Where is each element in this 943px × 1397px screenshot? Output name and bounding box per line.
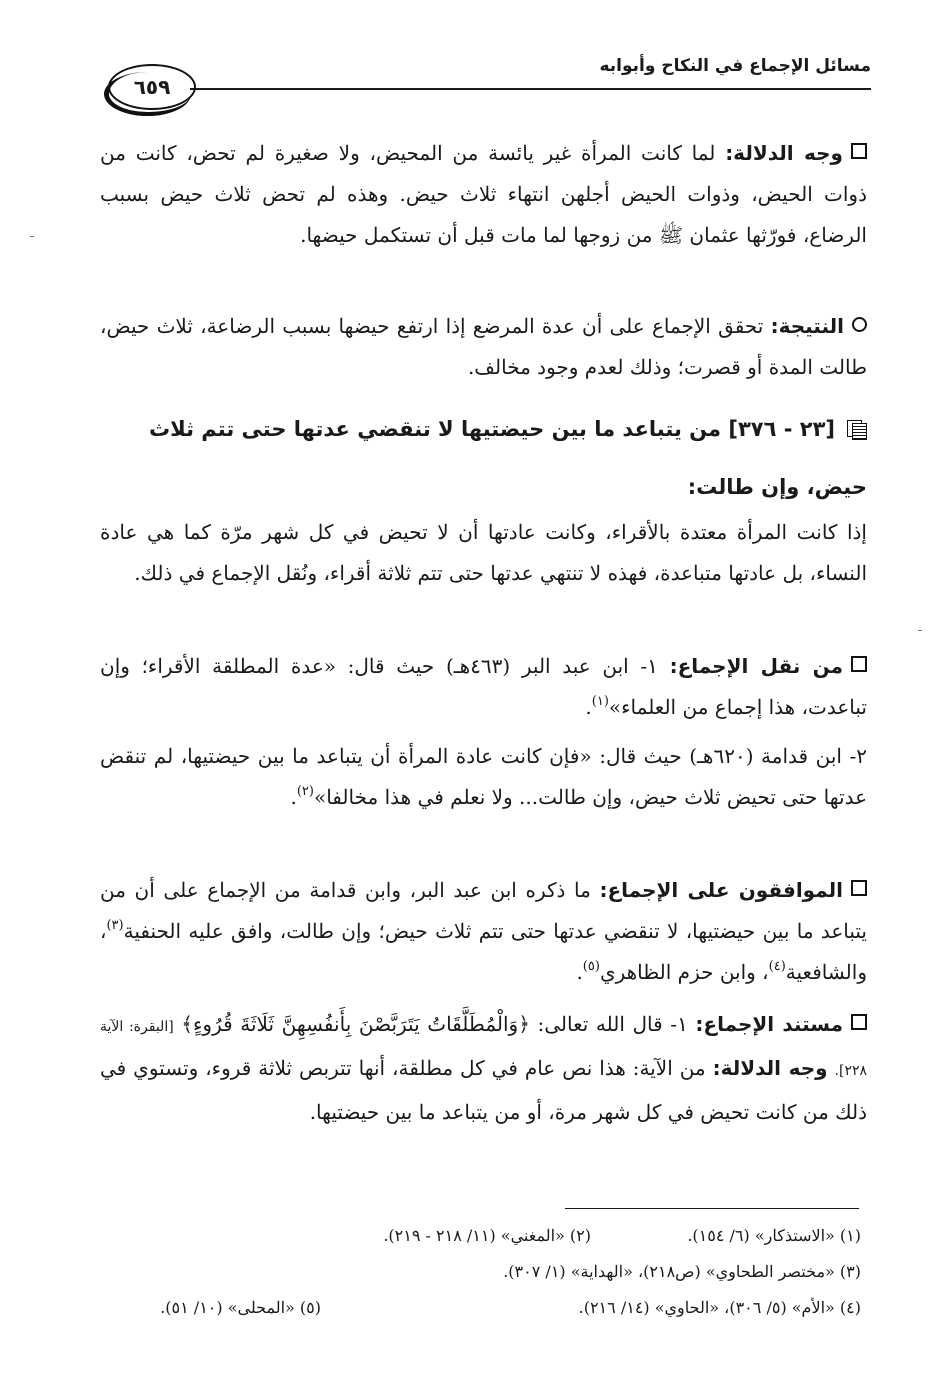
dalala-label: وجه الدلالة:: [725, 141, 843, 165]
mustanad-paragraph: [100, 1004, 867, 1133]
footnote-ref-2: (٢): [296, 784, 314, 799]
naql-label: من نقل الإجماع:: [669, 654, 844, 678]
muwafiqun-text: ما ذكره ابن عبد البر، وابن قدامة من الإجماع على أن من يتباعد ما بين حيضتيها، لا تنقضي عدتها حتى تتم ثلاث حيض؛ وإن طالت، وافق عليه الحنفية: [100, 878, 867, 943]
footnote-row-1: [100, 1226, 861, 1258]
footnote-3: (٣) «مختصر الطحاوي» (ص٢١٨)، «الهداية» (١/ ٣٠٧).: [503, 1262, 861, 1281]
naql-2-text: ٢- ابن قدامة (٦٢٠هـ) حيث قال: «فإن كانت عادة المرأة أن يتباعد ما بين حيضتيها، لم تنقض عدتها حتى تحيض ثلاث حيض، وإن طالت... ولا نعلم في هذا مخالفا»: [100, 744, 867, 809]
footnote-4: (٤) «الأم» (٥/ ٣٠٦)، «الحاوي» (١٤/ ٢١٦).: [578, 1298, 861, 1317]
mustanad-label: مستند الإجماع:: [695, 1012, 843, 1036]
page-number: ٦٥٩: [133, 75, 171, 99]
dalala-text: لما كانت المرأة غير يائسة من المحيض، ولا صغيرة لم تحض، كانت من ذوات الحيض، وذوات الحيض أجلهن انتهاء ثلاث حيض. وهذه لم تحض ثلاث حيض بسبب الرضاع، فورّثها عثمان ﷺ من زوجها لما مات قبل أن تستكمل حيضها.: [100, 141, 867, 247]
intro-text: إذا كانت المرأة معتدة بالأقراء، وكانت عادتها أن لا تحيض في كل شهر مرّة كما هي عادة النساء، بل عادتها متباعدة، فهذه لا تنتهي عدتها حتى تتم ثلاثة أقراء، ونُقل الإجماع في ذلك.: [100, 520, 867, 585]
footnote-ref-4: (٤): [768, 959, 786, 974]
square-bullet-icon: [851, 656, 867, 672]
margin-mark: [918, 630, 922, 631]
square-bullet-icon: [851, 143, 867, 159]
dalala-paragraph: [100, 133, 867, 256]
footnote-rule: [565, 1208, 859, 1209]
running-header-title: مسائل الإجماع في النكاح وأبوابه: [599, 56, 871, 76]
footnote-ref-5: (٥): [582, 959, 600, 974]
circle-bullet-icon: [852, 317, 867, 332]
naql-1-text: ١- ابن عبد البر (٤٦٣هـ) حيث قال: «عدة المطلقة الأقراء؛ وإن تباعدت، هذا إجماع من العلماء»: [100, 654, 867, 719]
naql-paragraph: من نقل الإجماع: ١- ابن عبد البر (٤٦٣هـ) حيث قال: «عدة المطلقة الأقراء؛ وإن تباعدت، هذا إجماع من العلماء»$^{(١)}$.: [100, 654, 867, 719]
page-number-badge: [108, 64, 196, 110]
issue-title: [٢٣ - ٣٧٦] من يتباعد ما بين حيضتيها لا تنقضي عدتها حتى تتم ثلاث حيض، وإن طالت:: [149, 417, 867, 499]
footnote-2: (٢) «المغني» (١١/ ٢١٨ - ٢١٩).: [383, 1226, 591, 1245]
mustanad-verse: ١- قال الله تعالى: ﴿وَالْمُطَلَّقَاتُ يَتَرَبَّصْنَ بِأَنفُسِهِنَّ ثَلَاثَةَ قُرُوءٍ﴾: [181, 1012, 688, 1036]
natija-paragraph: [100, 306, 867, 388]
natija-label: النتيجة:: [770, 314, 844, 338]
muwafiqun-shafiiya: ، والشافعية: [100, 919, 867, 984]
quran-reference: [البقرة: الآية ٢٢٨].: [100, 1019, 868, 1079]
square-bullet-icon: [851, 1014, 867, 1030]
naql-2-paragraph: ٢- ابن قدامة (٦٢٠هـ) حيث قال: «فإن كانت عادة المرأة أن يتباعد ما بين حيضتيها، لم تنقض عدتها حتى تحيض ثلاث حيض، وإن طالت... ولا نعلم في هذا مخالفا»$^{(٢)}$.: [100, 744, 867, 809]
square-bullet-icon: [851, 880, 867, 896]
footnote-row-3: [100, 1298, 861, 1330]
footnote-1: (١) «الاستذكار» (٦/ ١٥٤).: [687, 1226, 861, 1245]
muwafiqun-label: الموافقون على الإجماع:: [599, 878, 843, 902]
footnote-row-2: [100, 1262, 861, 1294]
margin-mark: [30, 236, 34, 237]
intro-paragraph: [100, 512, 867, 594]
footnote-5: (٥) «المحلى» (١٠/ ٥١).: [160, 1298, 321, 1317]
muwafiqun-ibn-hazm: ، وابن حزم الظاهري: [599, 960, 769, 984]
dalala-2-text: من الآية: هذا نص عام في كل مطلقة، أنها تتربص ثلاثة قروء، وتستوي في ذلك من كانت تحيض في كل شهر مرة، أو من يتباعد ما بين حيضتيها.: [100, 1056, 867, 1124]
header-rule: [190, 88, 871, 90]
footnote-ref-1: (١): [591, 694, 609, 709]
natija-text: تحقق الإجماع على أن عدة المرضع إذا ارتفع حيضها بسبب الرضاعة، ثلاث حيض، طالت المدة أو قصرت؛ وذلك لعدم وجود مخالف.: [100, 314, 867, 379]
dalala-2-label: وجه الدلالة:: [712, 1056, 828, 1080]
footnote-ref-3: (٣): [106, 918, 124, 933]
muwafiqun-paragraph: الموافقون على الإجماع: ما ذكره ابن عبد البر، وابن قدامة من الإجماع على أن من يتباعد ما بين حيضتيها، لا تنقضي عدتها حتى تتم ثلاث حيض؛ وإن طالت، وافق عليه الحنفية$^{(٣)}$، والشافعية$^{(٤)}$، وابن حزم الظاهري$^{(٥)}$.: [100, 878, 867, 984]
issue-heading: [100, 400, 867, 516]
document-stack-icon: [847, 420, 867, 438]
